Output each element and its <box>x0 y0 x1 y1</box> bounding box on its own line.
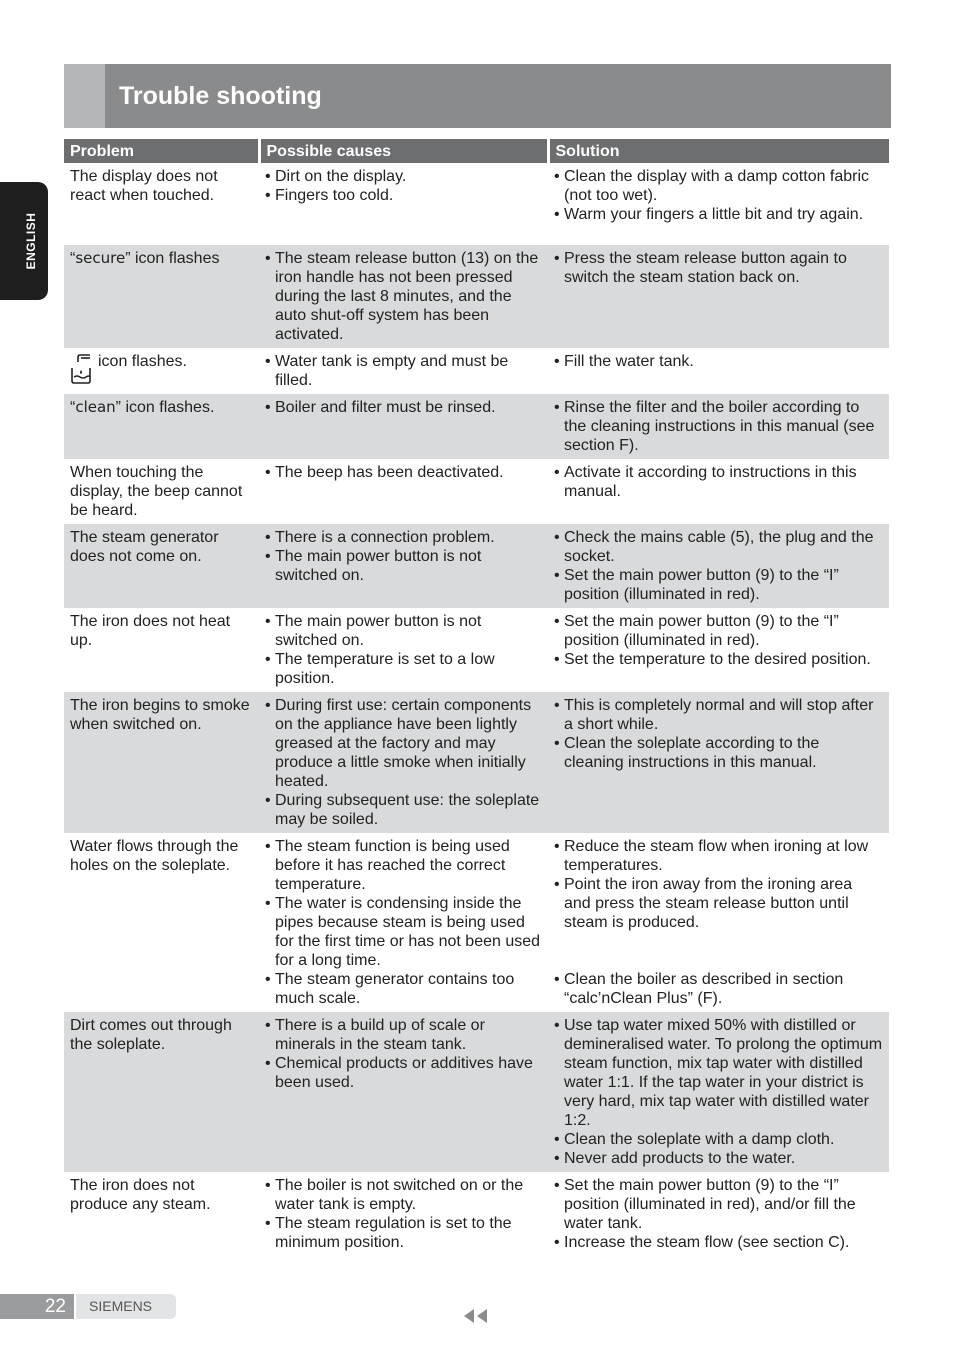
solution-item: • Clean the soleplate according to the cleaning instructions in this manual. <box>554 734 883 772</box>
cause-item: • Boiler and filter must be rinsed. <box>265 398 542 417</box>
table-row <box>64 459 889 524</box>
solution-item: • Set the temperature to the desired position. <box>554 650 883 669</box>
column-header-problem: Problem <box>64 139 259 163</box>
table-row <box>64 524 889 608</box>
table-row <box>64 692 889 833</box>
cause-item: • The beep has been deactivated. <box>265 463 542 482</box>
quote-open: “ <box>70 399 76 416</box>
problem-text: icon flashes. <box>98 353 187 370</box>
problem-text: ” icon flashes. <box>115 399 215 416</box>
causes-cell <box>259 459 548 524</box>
solution-cell <box>548 1172 889 1256</box>
clean-icon-text: clean <box>75 398 116 416</box>
solution-item: • Clean the display with a damp cotton fabric (not too wet). <box>554 167 883 205</box>
problem-cell <box>64 348 259 394</box>
solution-item: • Press the steam release button again to switch the steam station back on. <box>554 249 883 287</box>
cause-item: • The steam regulation is set to the minimum position. <box>265 1214 542 1252</box>
troubleshooting-table <box>64 139 889 1256</box>
solution-item: • Warm your fingers a little bit and try again. <box>554 205 883 224</box>
problem-cell <box>64 245 259 348</box>
cause-item: • The steam function is being used before it has reached the correct temperature. <box>265 837 542 894</box>
header-bar <box>64 64 891 128</box>
solution-item: • Clean the boiler as described in section “calc’nClean Plus” (F). <box>554 970 883 1008</box>
solution-item: • Check the mains cable (5), the plug and the socket. <box>554 528 883 566</box>
cause-item: • Fingers too cold. <box>265 186 542 205</box>
problem-cell: The steam generator does not come on. <box>64 524 259 608</box>
solution-item: • Activate it according to instructions in this manual. <box>554 463 883 501</box>
previous-page-icon[interactable] <box>462 1308 490 1329</box>
cause-item: • The water is condensing inside the pipes because steam is being used for the first time or has not been used for a long time. <box>265 894 542 970</box>
table-row <box>64 1012 889 1172</box>
problem-cell: The display does not react when touched. <box>70 168 218 204</box>
solution-item: • Reduce the steam flow when ironing at low temperatures. <box>554 837 883 875</box>
page-number <box>0 1294 74 1319</box>
cause-item: • Water tank is empty and must be filled. <box>265 352 542 390</box>
problem-cell: The iron begins to smoke when switched on. <box>64 692 259 833</box>
solution-cell <box>548 833 889 1012</box>
cause-item: • There is a build up of scale or minerals in the steam tank. <box>265 1016 542 1054</box>
problem-text: ” icon flashes <box>125 250 220 267</box>
cause-item: • The steam release button (13) on the iron handle has not been pressed during the last 8 minutes, and the auto shut-off system has been activated. <box>265 249 542 344</box>
brand-label: SIEMENS <box>76 1294 176 1319</box>
language-tab <box>0 182 48 300</box>
solution-item: • Set the main power button (9) to the “I” position (illuminated in red), and/or fill the water tank. <box>554 1176 883 1233</box>
problem-cell: Water flows through the holes on the soleplate. <box>70 838 239 874</box>
cause-item: • During subsequent use: the soleplate may be soiled. <box>265 791 542 829</box>
problem-cell <box>64 394 259 459</box>
solution-item: • Fill the water tank. <box>554 352 883 371</box>
table-row <box>64 833 889 1012</box>
causes-cell <box>259 1172 548 1256</box>
problem-cell: Dirt comes out through the soleplate. <box>64 1012 259 1172</box>
causes-cell <box>259 833 548 1012</box>
solution-cell <box>548 692 889 833</box>
cause-item: • The temperature is set to a low position. <box>265 650 542 688</box>
solution-cell <box>548 348 889 394</box>
causes-cell <box>259 348 548 394</box>
causes-cell <box>259 394 548 459</box>
page-title: Trouble shooting <box>119 82 322 110</box>
solution-cell <box>548 608 889 692</box>
cause-item: • The main power button is not switched on. <box>265 547 542 585</box>
causes-cell <box>259 163 548 245</box>
table-row <box>64 394 889 459</box>
cause-item: • The steam generator contains too much scale. <box>265 970 542 1008</box>
quote-open: “ <box>70 250 76 267</box>
problem-cell: The iron does not heat up. <box>70 613 231 649</box>
table-row <box>64 245 889 348</box>
header-tab <box>64 64 105 128</box>
secure-icon-text: secure <box>75 249 126 267</box>
table-row <box>64 1172 889 1256</box>
solution-item: • Set the main power button (9) to the “I” position (illuminated in red). <box>554 612 883 650</box>
solution-item: • Rinse the filter and the boiler according to the cleaning instructions in this manual (see section F). <box>554 398 883 455</box>
problem-cell: The iron does not produce any steam. <box>70 1177 211 1213</box>
cause-item: • Chemical products or additives have been used. <box>265 1054 542 1092</box>
water-tank-icon <box>70 353 94 390</box>
solution-cell <box>548 1012 889 1172</box>
solution-cell <box>548 245 889 348</box>
table-row <box>64 348 889 394</box>
causes-cell <box>259 524 548 608</box>
table-row <box>64 608 889 692</box>
solution-item: • Never add products to the water. <box>554 1149 883 1168</box>
causes-cell <box>259 1012 548 1172</box>
page-number-text: 22 <box>44 1296 66 1317</box>
cause-item: • The main power button is not switched on. <box>265 612 542 650</box>
causes-cell <box>259 692 548 833</box>
solution-item: • Increase the steam flow (see section C). <box>554 1233 883 1252</box>
table-row <box>64 163 889 245</box>
solution-item: • Set the main power button (9) to the “I” position (illuminated in red). <box>554 566 883 604</box>
solution-cell <box>548 524 889 608</box>
causes-cell <box>259 608 548 692</box>
cause-item: • During first use: certain components on the appliance have been lightly greased at the factory and may produce a little smoke when initially heated. <box>265 696 542 791</box>
cause-item: • Dirt on the display. <box>265 167 542 186</box>
cause-item: • There is a connection problem. <box>265 528 542 547</box>
column-header-causes: Possible causes <box>259 139 548 163</box>
solution-cell <box>548 459 889 524</box>
solution-item: • Clean the soleplate with a damp cloth. <box>554 1130 883 1149</box>
solution-cell <box>548 394 889 459</box>
cause-item: • The boiler is not switched on or the water tank is empty. <box>265 1176 542 1214</box>
language-tab-label: ENGLISH <box>24 212 38 270</box>
table-header-row <box>64 139 889 163</box>
solution-cell <box>548 163 889 245</box>
solution-item: • Use tap water mixed 50% with distilled or demineralised water. To prolong the optimum steam function, mix tap water with distilled water 1:1. If the tap water in your district is very hard, mix tap water with distilled water 1:2. <box>554 1016 883 1130</box>
problem-cell: When touching the display, the beep cannot be heard. <box>70 464 243 519</box>
causes-cell <box>259 245 548 348</box>
solution-item: • Point the iron away from the ironing area and press the steam release button until steam is produced. <box>554 875 883 932</box>
solution-item: • This is completely normal and will stop after a short while. <box>554 696 883 734</box>
column-header-solution: Solution <box>548 139 889 163</box>
